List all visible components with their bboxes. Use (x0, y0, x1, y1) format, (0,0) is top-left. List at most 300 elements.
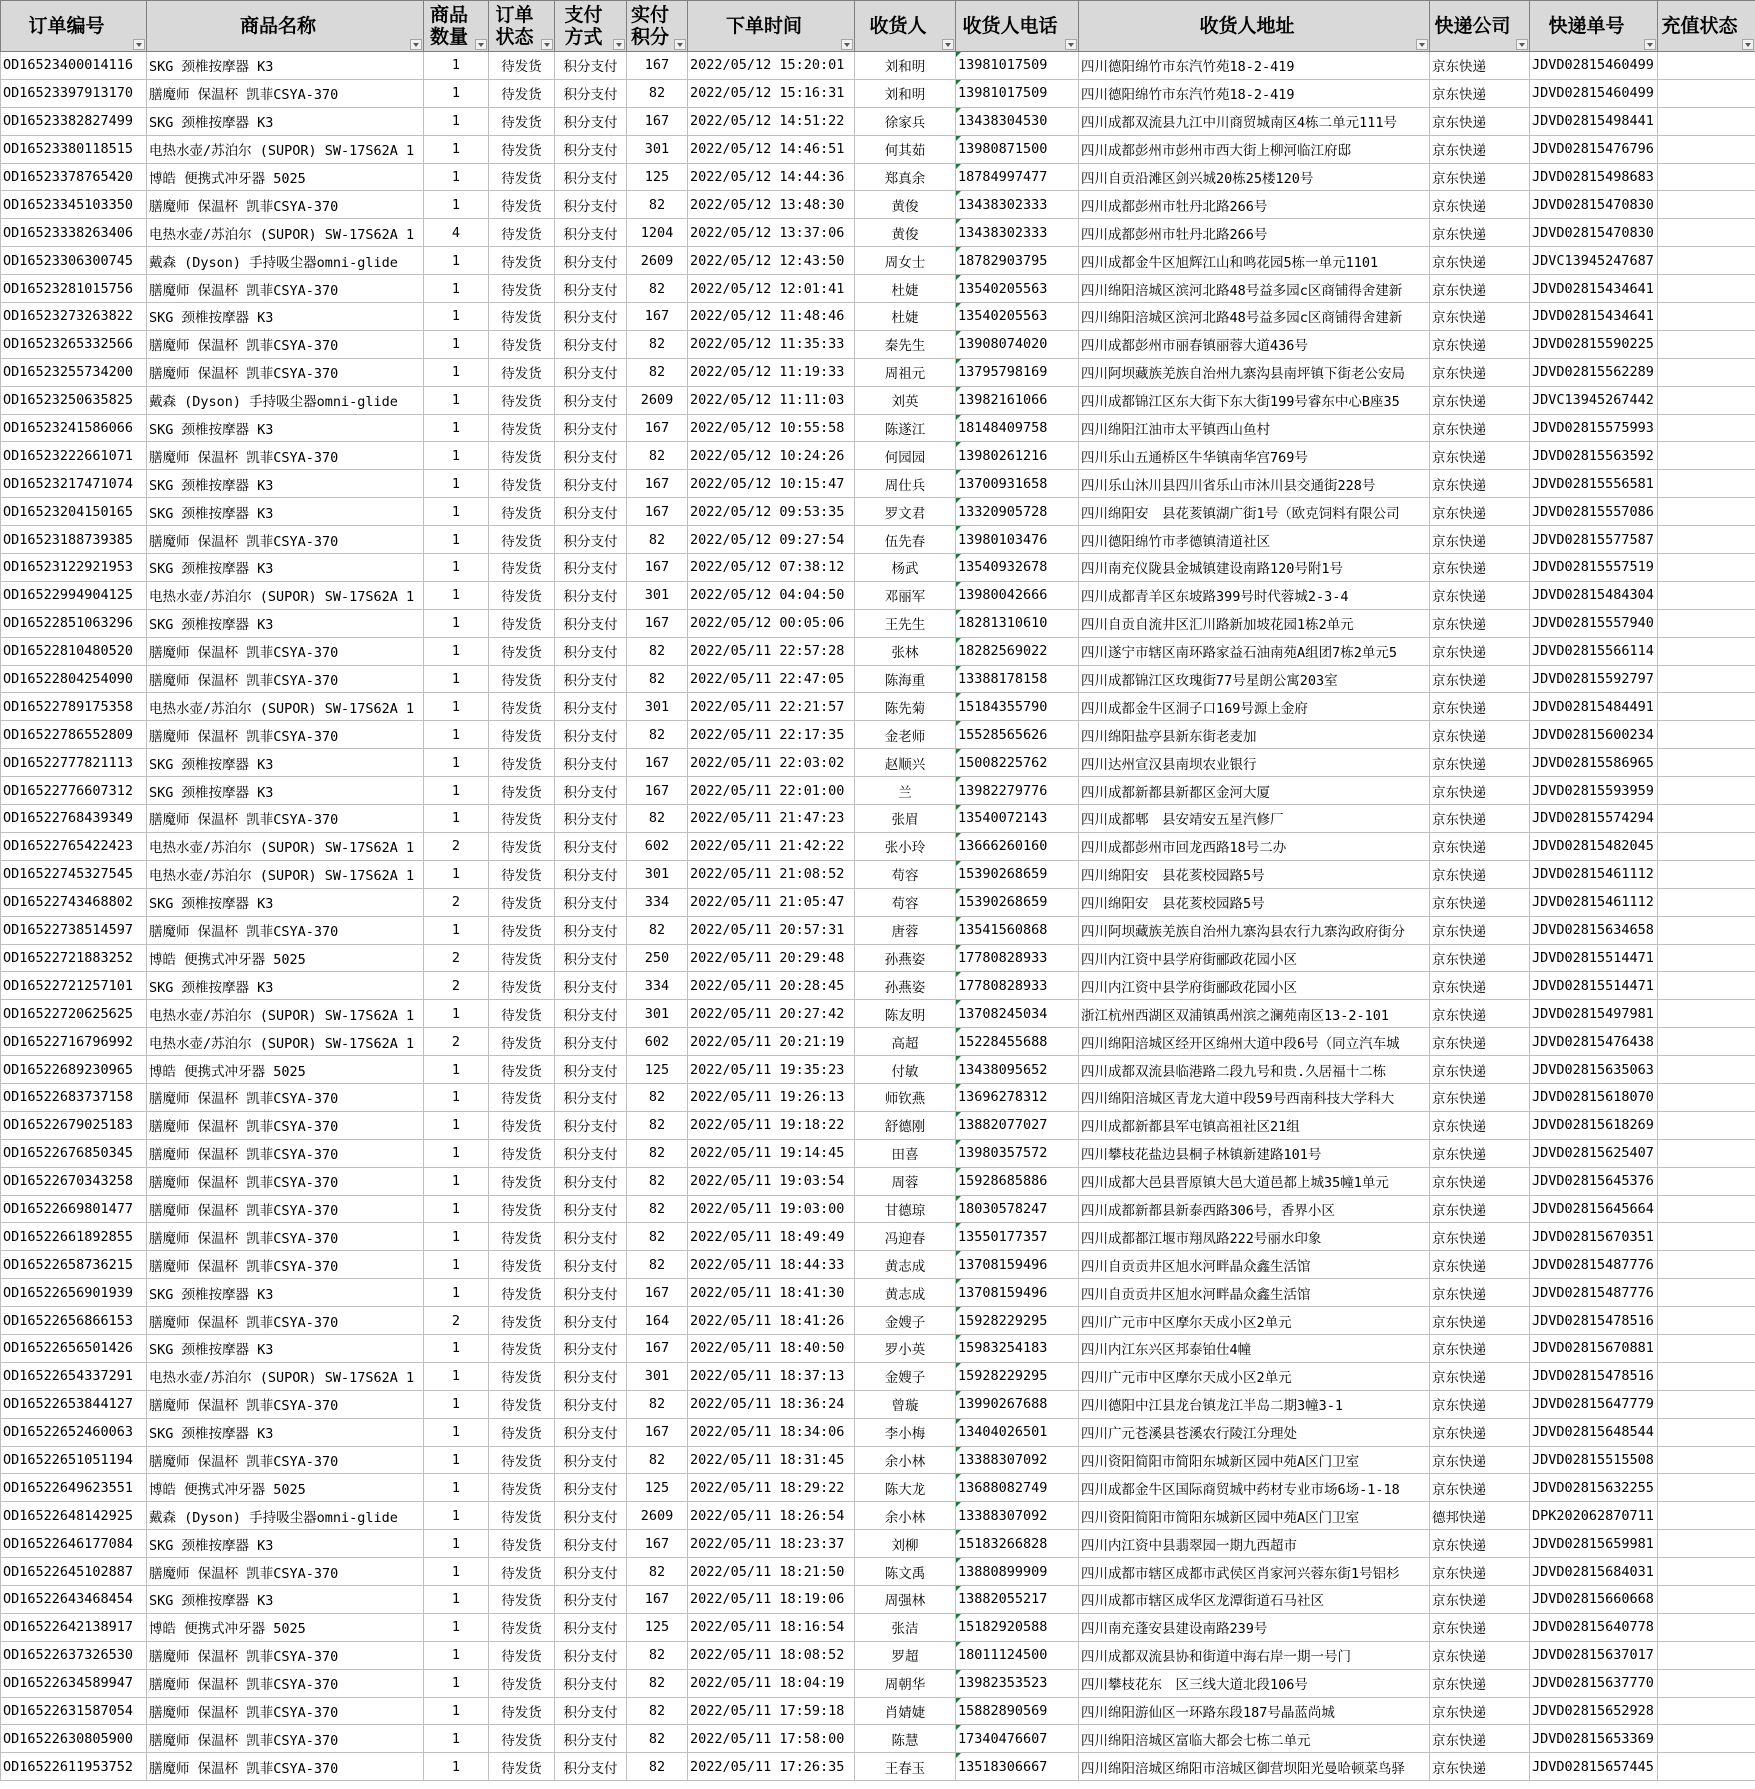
cell-points[interactable]: 167 (627, 1530, 688, 1558)
cell-product[interactable]: 膳魔师 保温杯 凯菲CSYA-370 (147, 442, 424, 470)
cell-product[interactable]: 膳魔师 保温杯 凯菲CSYA-370 (147, 330, 424, 358)
cell-pay[interactable]: 积分支付 (555, 1669, 627, 1697)
cell-points[interactable]: 167 (627, 749, 688, 777)
cell-pay[interactable]: 积分支付 (555, 79, 627, 107)
cell-address[interactable]: 四川南充蓬安县建设南路239号 (1079, 1613, 1430, 1641)
cell-tracking[interactable]: JDVD02815562289 (1530, 358, 1658, 386)
cell-order_id[interactable]: OD16522630805900 (1, 1725, 147, 1753)
cell-recharge[interactable] (1658, 191, 1755, 219)
cell-points[interactable]: 82 (627, 805, 688, 833)
cell-product[interactable]: SKG 颈椎按摩器 K3 (147, 414, 424, 442)
cell-recharge[interactable] (1658, 1111, 1755, 1139)
cell-recharge[interactable] (1658, 1613, 1755, 1641)
cell-phone[interactable]: 13540072143 (956, 805, 1079, 833)
cell-pay[interactable]: 积分支付 (555, 1390, 627, 1418)
cell-order_id[interactable]: OD16523306300745 (1, 247, 147, 275)
cell-courier[interactable]: 京东快递 (1430, 860, 1530, 888)
cell-phone[interactable]: 15983254183 (956, 1334, 1079, 1362)
cell-points[interactable]: 82 (627, 1725, 688, 1753)
cell-phone[interactable]: 15882890569 (956, 1697, 1079, 1725)
cell-phone[interactable]: 15390268659 (956, 860, 1079, 888)
cell-product[interactable]: 电热水壶/苏泊尔 (SUPOR) SW-17S62A 1 (147, 219, 424, 247)
cell-tracking[interactable]: JDVD02815461112 (1530, 888, 1658, 916)
cell-courier[interactable]: 京东快递 (1430, 1530, 1530, 1558)
cell-tracking[interactable]: JDVD02815563592 (1530, 442, 1658, 470)
cell-address[interactable]: 四川成都彭州市丽春镇丽蓉大道436号 (1079, 330, 1430, 358)
cell-recharge[interactable] (1658, 470, 1755, 498)
cell-tracking[interactable]: JDVD02815600234 (1530, 721, 1658, 749)
cell-order_id[interactable]: OD16523217471074 (1, 470, 147, 498)
cell-phone[interactable]: 18011124500 (956, 1641, 1079, 1669)
cell-time[interactable]: 2022/05/11 22:57:28 (688, 637, 855, 665)
cell-order_id[interactable]: OD16523188739385 (1, 526, 147, 554)
cell-status[interactable]: 待发货 (489, 386, 555, 414)
cell-status[interactable]: 待发货 (489, 191, 555, 219)
cell-tracking[interactable]: JDVD02815515508 (1530, 1446, 1658, 1474)
cell-phone[interactable]: 17340476607 (956, 1725, 1079, 1753)
cell-phone[interactable]: 13388307092 (956, 1446, 1079, 1474)
cell-time[interactable]: 2022/05/11 18:44:33 (688, 1251, 855, 1279)
cell-qty[interactable]: 2 (424, 888, 489, 916)
cell-product[interactable]: 电热水壶/苏泊尔 (SUPOR) SW-17S62A 1 (147, 860, 424, 888)
cell-address[interactable]: 四川绵阳涪城区青龙大道中段59号西南科技大学科大 (1079, 1083, 1430, 1111)
cell-recharge[interactable] (1658, 1307, 1755, 1335)
cell-qty[interactable]: 4 (424, 219, 489, 247)
cell-order_id[interactable]: OD16522611953752 (1, 1753, 147, 1781)
cell-pay[interactable]: 积分支付 (555, 777, 627, 805)
cell-phone[interactable]: 13438302333 (956, 219, 1079, 247)
cell-address[interactable]: 四川绵阳涪城区滨河北路48号益多园c区商铺得舍建新 (1079, 275, 1430, 303)
cell-points[interactable]: 82 (627, 916, 688, 944)
cell-name[interactable]: 郑真余 (855, 163, 956, 191)
cell-qty[interactable]: 1 (424, 1000, 489, 1028)
cell-order_id[interactable]: OD16522651051194 (1, 1446, 147, 1474)
cell-pay[interactable]: 积分支付 (555, 1502, 627, 1530)
cell-phone[interactable]: 18148409758 (956, 414, 1079, 442)
cell-points[interactable]: 167 (627, 554, 688, 582)
cell-qty[interactable]: 1 (424, 1111, 489, 1139)
cell-points[interactable]: 167 (627, 1418, 688, 1446)
cell-recharge[interactable] (1658, 665, 1755, 693)
cell-courier[interactable]: 京东快递 (1430, 1028, 1530, 1056)
cell-recharge[interactable] (1658, 1362, 1755, 1390)
cell-product[interactable]: 电热水壶/苏泊尔 (SUPOR) SW-17S62A 1 (147, 135, 424, 163)
cell-status[interactable]: 待发货 (489, 1195, 555, 1223)
cell-recharge[interactable] (1658, 135, 1755, 163)
cell-address[interactable]: 四川广元市中区摩尔天成小区2单元 (1079, 1307, 1430, 1335)
cell-phone[interactable]: 15228455688 (956, 1028, 1079, 1056)
cell-name[interactable]: 刘英 (855, 386, 956, 414)
cell-courier[interactable]: 京东快递 (1430, 275, 1530, 303)
cell-product[interactable]: 电热水壶/苏泊尔 (SUPOR) SW-17S62A 1 (147, 1362, 424, 1390)
cell-address[interactable]: 四川自贡贡井区旭水河畔晶众鑫生活馆 (1079, 1279, 1430, 1307)
cell-order_id[interactable]: OD16522720625625 (1, 1000, 147, 1028)
cell-pay[interactable]: 积分支付 (555, 860, 627, 888)
cell-recharge[interactable] (1658, 107, 1755, 135)
cell-recharge[interactable] (1658, 1000, 1755, 1028)
cell-pay[interactable]: 积分支付 (555, 191, 627, 219)
cell-courier[interactable]: 京东快递 (1430, 107, 1530, 135)
cell-tracking[interactable]: JDVD02815590225 (1530, 330, 1658, 358)
cell-order_id[interactable]: OD16522652460063 (1, 1418, 147, 1446)
cell-courier[interactable]: 京东快递 (1430, 554, 1530, 582)
cell-product[interactable]: 膳魔师 保温杯 凯菲CSYA-370 (147, 1725, 424, 1753)
cell-address[interactable]: 四川成都市辖区成华区龙潭街道石马社区 (1079, 1585, 1430, 1613)
cell-status[interactable]: 待发货 (489, 1028, 555, 1056)
cell-time[interactable]: 2022/05/11 20:57:31 (688, 916, 855, 944)
cell-courier[interactable]: 德邦快递 (1430, 1502, 1530, 1530)
cell-phone[interactable]: 15528565626 (956, 721, 1079, 749)
cell-recharge[interactable] (1658, 1641, 1755, 1669)
cell-product[interactable]: SKG 颈椎按摩器 K3 (147, 888, 424, 916)
cell-points[interactable]: 301 (627, 581, 688, 609)
cell-name[interactable]: 周强林 (855, 1585, 956, 1613)
cell-time[interactable]: 2022/05/11 17:26:35 (688, 1753, 855, 1781)
cell-address[interactable]: 四川乐山五通桥区牛华镇南华宫769号 (1079, 442, 1430, 470)
cell-recharge[interactable] (1658, 554, 1755, 582)
cell-pay[interactable]: 积分支付 (555, 1028, 627, 1056)
cell-phone[interactable]: 13708159496 (956, 1251, 1079, 1279)
cell-qty[interactable]: 1 (424, 581, 489, 609)
cell-courier[interactable]: 京东快递 (1430, 1334, 1530, 1362)
cell-status[interactable]: 待发货 (489, 609, 555, 637)
cell-product[interactable]: 膳魔师 保温杯 凯菲CSYA-370 (147, 1111, 424, 1139)
cell-tracking[interactable]: JDVD02815637770 (1530, 1669, 1658, 1697)
cell-tracking[interactable]: JDVC13945267442 (1530, 386, 1658, 414)
cell-qty[interactable]: 1 (424, 1474, 489, 1502)
cell-tracking[interactable]: JDVD02815498441 (1530, 107, 1658, 135)
cell-time[interactable]: 2022/05/11 20:21:19 (688, 1028, 855, 1056)
cell-courier[interactable]: 京东快递 (1430, 330, 1530, 358)
cell-recharge[interactable] (1658, 637, 1755, 665)
cell-phone[interactable]: 13880899909 (956, 1558, 1079, 1586)
cell-tracking[interactable]: JDVD02815476438 (1530, 1028, 1658, 1056)
cell-product[interactable]: 膳魔师 保温杯 凯菲CSYA-370 (147, 805, 424, 833)
cell-recharge[interactable] (1658, 79, 1755, 107)
cell-courier[interactable]: 京东快递 (1430, 944, 1530, 972)
cell-phone[interactable]: 13980871500 (956, 135, 1079, 163)
cell-recharge[interactable] (1658, 1223, 1755, 1251)
cell-points[interactable]: 82 (627, 330, 688, 358)
cell-address[interactable]: 四川内江资中县学府街郦政花园小区 (1079, 972, 1430, 1000)
cell-address[interactable]: 四川成都都江堰市翔凤路222号丽水印象 (1079, 1223, 1430, 1251)
cell-name[interactable]: 苟容 (855, 860, 956, 888)
cell-order_id[interactable]: OD16522642138917 (1, 1613, 147, 1641)
cell-points[interactable]: 82 (627, 1390, 688, 1418)
column-header-status[interactable] (489, 1, 555, 52)
cell-order_id[interactable]: OD16523222661071 (1, 442, 147, 470)
cell-order_id[interactable]: OD16522786552809 (1, 721, 147, 749)
cell-status[interactable]: 待发货 (489, 1641, 555, 1669)
cell-courier[interactable]: 京东快递 (1430, 1223, 1530, 1251)
cell-qty[interactable]: 1 (424, 247, 489, 275)
cell-tracking[interactable]: JDVD02815478516 (1530, 1362, 1658, 1390)
cell-pay[interactable]: 积分支付 (555, 1167, 627, 1195)
column-header-order_id[interactable] (1, 1, 147, 52)
cell-tracking[interactable]: JDVD02815657445 (1530, 1753, 1658, 1781)
cell-order_id[interactable]: OD16522649623551 (1, 1474, 147, 1502)
cell-recharge[interactable] (1658, 1418, 1755, 1446)
cell-product[interactable]: SKG 颈椎按摩器 K3 (147, 1334, 424, 1362)
cell-name[interactable]: 冯迎春 (855, 1223, 956, 1251)
cell-tracking[interactable]: JDVD02815670351 (1530, 1223, 1658, 1251)
cell-order_id[interactable]: OD16523241586066 (1, 414, 147, 442)
cell-tracking[interactable]: JDVD02815592797 (1530, 665, 1658, 693)
cell-status[interactable]: 待发货 (489, 693, 555, 721)
cell-address[interactable]: 四川攀枝花盐边县桐子林镇新建路101号 (1079, 1139, 1430, 1167)
cell-phone[interactable]: 13981017509 (956, 52, 1079, 80)
cell-product[interactable]: 膳魔师 保温杯 凯菲CSYA-370 (147, 358, 424, 386)
cell-tracking[interactable]: JDVD02815478516 (1530, 1307, 1658, 1335)
cell-qty[interactable]: 1 (424, 470, 489, 498)
cell-qty[interactable]: 1 (424, 665, 489, 693)
cell-pay[interactable]: 积分支付 (555, 972, 627, 1000)
cell-name[interactable]: 周女士 (855, 247, 956, 275)
cell-status[interactable]: 待发货 (489, 1307, 555, 1335)
cell-time[interactable]: 2022/05/11 20:27:42 (688, 1000, 855, 1028)
cell-courier[interactable]: 京东快递 (1430, 916, 1530, 944)
cell-time[interactable]: 2022/05/11 18:16:54 (688, 1613, 855, 1641)
cell-qty[interactable]: 2 (424, 1307, 489, 1335)
cell-product[interactable]: SKG 颈椎按摩器 K3 (147, 303, 424, 331)
cell-order_id[interactable]: OD16522658736215 (1, 1251, 147, 1279)
cell-points[interactable]: 82 (627, 1669, 688, 1697)
cell-courier[interactable]: 京东快递 (1430, 693, 1530, 721)
cell-status[interactable]: 待发货 (489, 888, 555, 916)
cell-recharge[interactable] (1658, 303, 1755, 331)
cell-order_id[interactable]: OD16522645102887 (1, 1558, 147, 1586)
cell-points[interactable]: 167 (627, 107, 688, 135)
column-header-tracking[interactable] (1530, 1, 1658, 52)
cell-product[interactable]: 膳魔师 保温杯 凯菲CSYA-370 (147, 637, 424, 665)
cell-recharge[interactable] (1658, 1167, 1755, 1195)
filter-dropdown-icon[interactable] (1416, 39, 1428, 50)
cell-address[interactable]: 四川阿坝藏族羌族自治州九寨沟县农行九寨沟政府街分 (1079, 916, 1430, 944)
cell-points[interactable]: 125 (627, 1056, 688, 1084)
cell-tracking[interactable]: JDVD02815645376 (1530, 1167, 1658, 1195)
column-header-points[interactable] (627, 1, 688, 52)
cell-recharge[interactable] (1658, 972, 1755, 1000)
cell-time[interactable]: 2022/05/11 19:14:45 (688, 1139, 855, 1167)
cell-pay[interactable]: 积分支付 (555, 219, 627, 247)
cell-address[interactable]: 四川绵阳涪城区绵阳市涪城区御营坝阳光曼哈顿菜鸟驿 (1079, 1753, 1430, 1781)
cell-status[interactable]: 待发货 (489, 860, 555, 888)
cell-name[interactable]: 陈遂江 (855, 414, 956, 442)
cell-tracking[interactable]: JDVD02815556581 (1530, 470, 1658, 498)
cell-tracking[interactable]: JDVD02815653369 (1530, 1725, 1658, 1753)
cell-time[interactable]: 2022/05/11 19:03:54 (688, 1167, 855, 1195)
cell-address[interactable]: 四川成都市辖区成都市武侯区肖家河兴蓉东街1号铝杉 (1079, 1558, 1430, 1586)
cell-product[interactable]: 膳魔师 保温杯 凯菲CSYA-370 (147, 1307, 424, 1335)
cell-address[interactable]: 四川成都彭州市牡丹北路266号 (1079, 219, 1430, 247)
cell-qty[interactable]: 1 (424, 358, 489, 386)
cell-name[interactable]: 兰 (855, 777, 956, 805)
cell-qty[interactable]: 1 (424, 79, 489, 107)
cell-order_id[interactable]: OD16523265332566 (1, 330, 147, 358)
cell-name[interactable]: 张眉 (855, 805, 956, 833)
cell-time[interactable]: 2022/05/11 22:21:57 (688, 693, 855, 721)
cell-tracking[interactable]: JDVD02815557086 (1530, 498, 1658, 526)
cell-courier[interactable]: 京东快递 (1430, 1279, 1530, 1307)
cell-address[interactable]: 四川成都彭州市彭州市西大街上柳河临江府邸 (1079, 135, 1430, 163)
cell-status[interactable]: 待发货 (489, 414, 555, 442)
cell-recharge[interactable] (1658, 777, 1755, 805)
cell-recharge[interactable] (1658, 693, 1755, 721)
cell-product[interactable]: 戴森 (Dyson) 手持吸尘器omni-glide (147, 386, 424, 414)
cell-recharge[interactable] (1658, 526, 1755, 554)
cell-order_id[interactable]: OD16523338263406 (1, 219, 147, 247)
cell-pay[interactable]: 积分支付 (555, 52, 627, 80)
cell-address[interactable]: 四川绵阳涪城区富临大都会七栋二单元 (1079, 1725, 1430, 1753)
cell-time[interactable]: 2022/05/11 18:41:30 (688, 1279, 855, 1307)
cell-order_id[interactable]: OD16522683737158 (1, 1083, 147, 1111)
cell-tracking[interactable]: DPK202062870711 (1530, 1502, 1658, 1530)
cell-product[interactable]: 膳魔师 保温杯 凯菲CSYA-370 (147, 191, 424, 219)
cell-address[interactable]: 四川成都双流县九江中川商贸城南区4栋二单元111号 (1079, 107, 1430, 135)
cell-status[interactable]: 待发货 (489, 247, 555, 275)
cell-points[interactable]: 82 (627, 1558, 688, 1586)
cell-name[interactable]: 张林 (855, 637, 956, 665)
filter-dropdown-icon[interactable] (541, 39, 553, 50)
cell-courier[interactable]: 京东快递 (1430, 414, 1530, 442)
cell-address[interactable]: 四川绵阳江油市太平镇西山鱼村 (1079, 414, 1430, 442)
cell-phone[interactable]: 18281310610 (956, 609, 1079, 637)
cell-points[interactable]: 301 (627, 693, 688, 721)
cell-order_id[interactable]: OD16523122921953 (1, 554, 147, 582)
cell-points[interactable]: 82 (627, 1251, 688, 1279)
cell-order_id[interactable]: OD16522689230965 (1, 1056, 147, 1084)
cell-points[interactable]: 1204 (627, 219, 688, 247)
cell-tracking[interactable]: JDVD02815434641 (1530, 303, 1658, 331)
cell-time[interactable]: 2022/05/12 09:27:54 (688, 526, 855, 554)
cell-time[interactable]: 2022/05/11 19:18:22 (688, 1111, 855, 1139)
cell-pay[interactable]: 积分支付 (555, 554, 627, 582)
cell-courier[interactable]: 京东快递 (1430, 1390, 1530, 1418)
cell-name[interactable]: 高超 (855, 1028, 956, 1056)
cell-points[interactable]: 125 (627, 1613, 688, 1641)
column-header-phone[interactable] (956, 1, 1079, 52)
cell-recharge[interactable] (1658, 1530, 1755, 1558)
cell-qty[interactable]: 1 (424, 1139, 489, 1167)
cell-recharge[interactable] (1658, 916, 1755, 944)
cell-recharge[interactable] (1658, 832, 1755, 860)
cell-points[interactable]: 167 (627, 1279, 688, 1307)
cell-order_id[interactable]: OD16523397913170 (1, 79, 147, 107)
cell-phone[interactable]: 17780828933 (956, 944, 1079, 972)
cell-qty[interactable]: 1 (424, 330, 489, 358)
cell-pay[interactable]: 积分支付 (555, 386, 627, 414)
cell-address[interactable]: 四川绵阳安 县花荄校园路5号 (1079, 888, 1430, 916)
cell-phone[interactable]: 18030578247 (956, 1195, 1079, 1223)
cell-name[interactable]: 唐蓉 (855, 916, 956, 944)
cell-status[interactable]: 待发货 (489, 526, 555, 554)
cell-time[interactable]: 2022/05/12 11:48:46 (688, 303, 855, 331)
cell-pay[interactable]: 积分支付 (555, 1697, 627, 1725)
cell-qty[interactable]: 1 (424, 275, 489, 303)
cell-phone[interactable]: 18282569022 (956, 637, 1079, 665)
cell-points[interactable]: 125 (627, 163, 688, 191)
cell-pay[interactable]: 积分支付 (555, 1334, 627, 1362)
cell-qty[interactable]: 1 (424, 1558, 489, 1586)
cell-order_id[interactable]: OD16522656501426 (1, 1334, 147, 1362)
cell-name[interactable]: 余小林 (855, 1446, 956, 1474)
cell-recharge[interactable] (1658, 581, 1755, 609)
cell-order_id[interactable]: OD16522661892855 (1, 1223, 147, 1251)
filter-dropdown-icon[interactable] (841, 39, 853, 50)
cell-name[interactable]: 杜婕 (855, 275, 956, 303)
cell-time[interactable]: 2022/05/12 10:24:26 (688, 442, 855, 470)
cell-points[interactable]: 82 (627, 665, 688, 693)
cell-qty[interactable]: 1 (424, 1251, 489, 1279)
cell-time[interactable]: 2022/05/11 18:49:49 (688, 1223, 855, 1251)
cell-address[interactable]: 四川成都新都县新泰西路306号，香界小区 (1079, 1195, 1430, 1223)
cell-time[interactable]: 2022/05/11 18:23:37 (688, 1530, 855, 1558)
cell-courier[interactable]: 京东快递 (1430, 442, 1530, 470)
cell-tracking[interactable]: JDVD02815460499 (1530, 79, 1658, 107)
cell-status[interactable]: 待发货 (489, 1585, 555, 1613)
cell-address[interactable]: 四川成都金牛区洞子口169号源上金府 (1079, 693, 1430, 721)
cell-pay[interactable]: 积分支付 (555, 1111, 627, 1139)
cell-pay[interactable]: 积分支付 (555, 832, 627, 860)
cell-points[interactable]: 2609 (627, 247, 688, 275)
cell-status[interactable]: 待发货 (489, 721, 555, 749)
cell-order_id[interactable]: OD16522768439349 (1, 805, 147, 833)
cell-recharge[interactable] (1658, 414, 1755, 442)
cell-points[interactable]: 125 (627, 1474, 688, 1502)
cell-time[interactable]: 2022/05/11 18:08:52 (688, 1641, 855, 1669)
cell-address[interactable]: 四川成都双流县临港路二段九号和贵.久居福十二栋 (1079, 1056, 1430, 1084)
cell-courier[interactable]: 京东快递 (1430, 1083, 1530, 1111)
cell-status[interactable]: 待发货 (489, 665, 555, 693)
cell-tracking[interactable]: JDVD02815618070 (1530, 1083, 1658, 1111)
cell-points[interactable]: 82 (627, 1753, 688, 1781)
cell-phone[interactable]: 13438302333 (956, 191, 1079, 219)
cell-time[interactable]: 2022/05/12 15:20:01 (688, 52, 855, 80)
cell-recharge[interactable] (1658, 888, 1755, 916)
cell-status[interactable]: 待发货 (489, 1000, 555, 1028)
cell-pay[interactable]: 积分支付 (555, 358, 627, 386)
cell-courier[interactable]: 京东快递 (1430, 1725, 1530, 1753)
cell-qty[interactable]: 2 (424, 1028, 489, 1056)
cell-product[interactable]: 电热水壶/苏泊尔 (SUPOR) SW-17S62A 1 (147, 1000, 424, 1028)
cell-order_id[interactable]: OD16522653844127 (1, 1390, 147, 1418)
cell-tracking[interactable]: JDVD02815593959 (1530, 777, 1658, 805)
cell-courier[interactable]: 京东快递 (1430, 721, 1530, 749)
cell-order_id[interactable]: OD16523250635825 (1, 386, 147, 414)
cell-recharge[interactable] (1658, 1669, 1755, 1697)
cell-points[interactable]: 82 (627, 1111, 688, 1139)
cell-order_id[interactable]: OD16523255734200 (1, 358, 147, 386)
cell-phone[interactable]: 13438095652 (956, 1056, 1079, 1084)
cell-tracking[interactable]: JDVD02815487776 (1530, 1279, 1658, 1307)
cell-address[interactable]: 四川成都新都县军屯镇高祖社区21组 (1079, 1111, 1430, 1139)
cell-qty[interactable]: 1 (424, 1223, 489, 1251)
cell-name[interactable]: 师钦燕 (855, 1083, 956, 1111)
cell-name[interactable]: 黄俊 (855, 219, 956, 247)
cell-qty[interactable]: 1 (424, 1753, 489, 1781)
filter-dropdown-icon[interactable] (1065, 39, 1077, 50)
cell-address[interactable]: 四川绵阳盐亭县新东街老麦加 (1079, 721, 1430, 749)
cell-name[interactable]: 陈友明 (855, 1000, 956, 1028)
cell-tracking[interactable]: JDVD02815635063 (1530, 1056, 1658, 1084)
cell-product[interactable]: SKG 颈椎按摩器 K3 (147, 777, 424, 805)
cell-pay[interactable]: 积分支付 (555, 1000, 627, 1028)
cell-qty[interactable]: 1 (424, 1362, 489, 1390)
cell-tracking[interactable]: JDVD02815670881 (1530, 1334, 1658, 1362)
cell-order_id[interactable]: OD16522777821113 (1, 749, 147, 777)
cell-status[interactable]: 待发货 (489, 1362, 555, 1390)
cell-courier[interactable]: 京东快递 (1430, 386, 1530, 414)
